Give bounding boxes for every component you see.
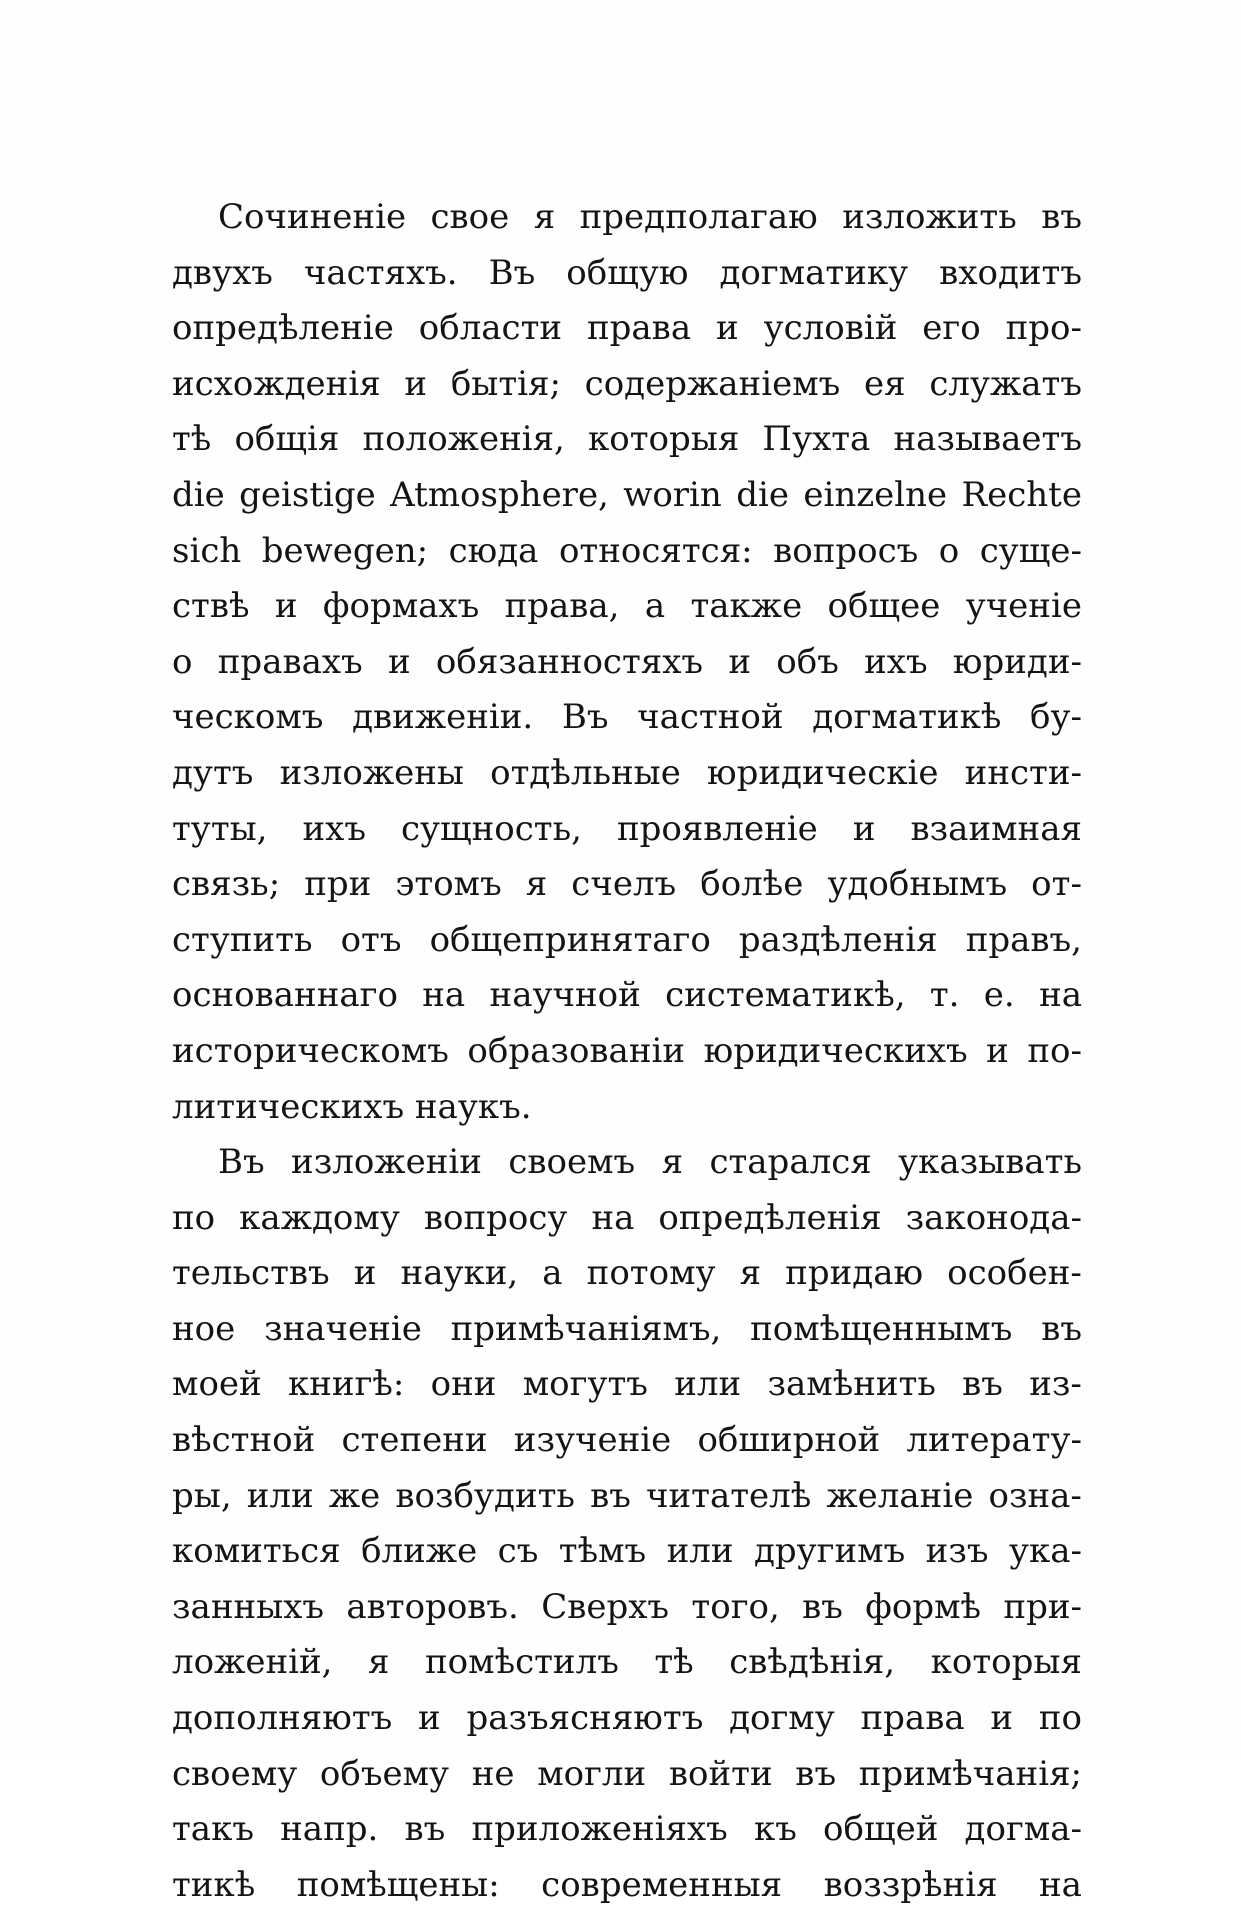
word: ствѣ [172,586,250,627]
word: раздѣленія [738,919,938,960]
text-line [172,857,1082,913]
text-line [172,357,1082,413]
text-line [172,1747,1082,1803]
word: юридическихъ [703,1030,968,1071]
word: и [353,1253,377,1294]
word: я [739,1253,762,1294]
text-line [172,1024,1082,1080]
word: формѣ [865,1586,982,1627]
word: и [716,308,739,349]
word: на [1039,1864,1082,1905]
word: ное [172,1308,236,1349]
word: Пухта [762,419,871,460]
word: общую [566,252,689,293]
word: частяхъ. [303,252,458,293]
word: дутъ [172,752,254,793]
word: такъ [172,1809,254,1850]
word: обязанностяхъ [435,641,704,682]
word: Сочиненіе [218,197,407,237]
word: ближе [361,1531,478,1572]
word: свое [430,197,510,237]
word: современныя [541,1864,783,1905]
word: литерату- [906,1420,1082,1461]
text-line [172,412,1082,468]
word: изученіе [513,1420,672,1461]
word: изложены [279,752,464,793]
word: связь; [172,864,281,905]
text-line [172,913,1082,969]
word: и [990,1698,1014,1739]
word: дополняютъ [172,1698,393,1739]
word: тѣ [654,1642,694,1683]
word: при- [1003,1586,1082,1627]
word: ученіе [965,586,1082,627]
word: систематикѣ, [665,975,906,1016]
word: Въ [488,252,536,293]
word: каждому [239,1197,400,1238]
word: общее [827,586,941,627]
text-line [172,690,1082,746]
word: воззрѣнія [823,1864,998,1905]
word: изъ [925,1531,989,1572]
word: правъ, [965,919,1082,960]
word: изложеніи [291,1142,482,1183]
text-line [172,1135,1082,1191]
word: замѣнить [767,1364,936,1405]
text-line [172,1191,1082,1247]
word: вопросу [423,1197,568,1238]
word: юриди- [952,641,1082,682]
word: инсти- [964,752,1082,793]
word: значеніе [264,1308,422,1349]
word: или [666,1531,734,1572]
word: на [1039,975,1082,1016]
word: на [422,975,466,1016]
word: einzelne [803,474,948,515]
word: bewegen; [261,530,429,571]
word: удобнымъ [827,864,1008,905]
word: напр. [280,1809,379,1850]
word: помѣщены: [296,1864,500,1905]
word: помѣщеннымъ [750,1308,1013,1349]
word: служатъ [929,363,1082,404]
word: die [172,474,225,515]
word: т. [929,975,960,1016]
text-line [172,1635,1082,1691]
word: указывать [898,1142,1082,1183]
word: сущность, [400,808,582,849]
word: geistige [239,474,376,515]
word: или [246,1475,314,1516]
word: двухъ [172,252,273,293]
word: книгѣ: [288,1364,405,1405]
word: и [852,808,876,849]
word: и [728,641,751,682]
text-line [172,1858,1082,1913]
word: отъ [340,919,402,960]
word: worin [623,474,722,515]
word: разъясняютъ [466,1698,704,1739]
word: взаимная [910,808,1082,849]
word: болѣе [700,864,804,905]
word: и [404,363,428,404]
word: образованіи [467,1030,686,1071]
word: частной [637,697,784,738]
word: вѣстной [172,1420,316,1461]
body-text [172,190,1082,1913]
word: того, [691,1586,780,1627]
word: на [591,1197,635,1238]
word: или [674,1364,742,1405]
word: вопросъ [773,530,919,571]
word: они [430,1364,497,1405]
word: объему [319,1753,450,1794]
word: въ [1041,197,1082,237]
word: войти [668,1753,773,1794]
word: ука- [1008,1531,1082,1572]
word: входитъ [939,252,1082,293]
word: тикѣ [172,1864,256,1905]
word: въ [795,1753,837,1794]
word: приложеніяхъ [471,1809,728,1850]
word: права [586,308,692,349]
word: я [533,197,556,237]
text-line [172,1524,1082,1580]
word: содержаніемъ [584,363,841,404]
word: въ [1041,1308,1082,1349]
word: Rechte [961,474,1082,515]
word: и [274,586,298,627]
word: изложить [842,197,1017,237]
word: ихъ [864,641,928,682]
word: а [644,586,666,627]
word: относятся: [558,530,753,571]
word: историческомъ [172,1030,449,1071]
word: догматику [719,252,909,293]
word: его [922,308,981,349]
text-line [172,468,1082,524]
text-line [172,635,1082,691]
word: которыя [588,419,740,460]
word: старался [709,1142,872,1183]
word: при [304,864,372,905]
word: примѣчаніямъ, [450,1308,722,1349]
text-line [172,1802,1082,1858]
word: туты, [172,808,268,849]
word: помѣстилъ [425,1642,619,1683]
word: условій [763,308,898,349]
text-line [172,190,1082,246]
word: и [986,1030,1009,1071]
word: я [661,1142,684,1183]
word: ихъ [302,808,366,849]
word: возбудить [395,1475,575,1516]
word: степени [341,1420,488,1461]
word: по- [1027,1030,1082,1071]
word: другимъ [753,1531,906,1572]
word: Atmosphere, [390,474,609,515]
word: потому [586,1253,716,1294]
word: правахъ [217,641,363,682]
word: придаю [785,1253,924,1294]
text-line: литическихъ наукъ. [172,1086,532,1127]
word: сюда [448,530,539,571]
word: die [736,474,789,515]
word: а [542,1253,563,1294]
word: я [525,864,548,905]
text-line [172,1246,1082,1302]
word: ея [864,363,906,404]
text-line [172,1580,1082,1636]
word: движеніи. [352,697,534,738]
word: въ [802,1586,843,1627]
word: желаніе [826,1475,974,1516]
word: къ [753,1809,797,1850]
word: проявленіе [616,808,818,849]
word: общепринятаго [429,919,711,960]
word: ры, [172,1475,232,1516]
word: ступить [172,919,313,960]
text-line [172,746,1082,802]
word: я [368,1642,390,1683]
word: догма- [964,1809,1082,1850]
word: Въ [218,1142,265,1183]
word: своему [172,1753,298,1794]
word: счелъ [571,864,677,905]
word: из- [1029,1364,1082,1405]
word: общей [823,1809,939,1850]
word: догму [729,1698,835,1739]
text-line [172,1413,1082,1469]
word: от- [1031,864,1082,905]
text-line [172,1691,1082,1747]
word: ложеній, [172,1642,333,1683]
word: о [172,641,193,682]
word: своемъ [508,1142,636,1183]
word: свѣдѣнія, [729,1642,896,1683]
word: Сверхъ [541,1586,670,1627]
word: и [387,641,411,682]
word: озна- [988,1475,1082,1516]
text-line [172,246,1082,302]
word: читателѣ [646,1475,812,1516]
word: тѣмъ [558,1531,647,1572]
word: юридическіе [706,752,939,793]
word: законода- [905,1197,1082,1238]
text-line [172,1469,1082,1525]
word: въ [962,1364,1003,1405]
text-line [172,968,1082,1024]
word: Въ [561,697,609,738]
word: съ [497,1531,539,1572]
word: бу- [1030,697,1082,738]
word: примѣчанія; [858,1753,1082,1794]
word: также [690,586,803,627]
word: про- [1005,308,1082,349]
word: о [938,530,960,571]
word: опредѣленія [658,1197,882,1238]
text-line [172,802,1082,858]
word: особен- [947,1253,1082,1294]
word: моей [172,1364,262,1405]
word: бытія; [450,363,561,404]
word: могли [537,1753,647,1794]
word: суще- [979,530,1082,571]
word: права, [504,586,620,627]
word: основаннаго [172,975,398,1016]
word: опредѣленіе [172,308,394,349]
word: занныхъ [172,1586,325,1627]
word: предполагаю [579,197,818,237]
word: науки, [400,1253,519,1294]
word: по [172,1197,216,1238]
word: тѣ [172,419,212,460]
text-line [172,524,1082,580]
word: которыя [930,1642,1082,1683]
word: по [1038,1698,1082,1739]
word: могутъ [522,1364,648,1405]
word: области [418,308,563,349]
text-line [172,1302,1082,1358]
word: объ [776,641,839,682]
word: не [471,1753,515,1794]
word: обширной [697,1420,881,1461]
word: sich [172,530,242,571]
word: и [418,1698,441,1739]
word: авторовъ. [346,1586,519,1627]
word: ческомъ [172,697,324,738]
word: же [328,1475,381,1516]
word: общія [234,419,340,460]
text-line [172,1357,1082,1413]
text-line [172,579,1082,635]
word: этомъ [395,864,502,905]
word: исхожденія [172,363,381,404]
word: отдѣльные [490,752,681,793]
word: формахъ [322,586,480,627]
word: въ [590,1475,631,1516]
word: положенія, [362,419,565,460]
word: догматикѣ [812,697,1002,738]
word: е. [983,975,1015,1016]
word: тельствъ [172,1253,330,1294]
word: комиться [172,1531,341,1572]
word: называетъ [893,419,1082,460]
word: научной [489,975,641,1016]
text-line [172,301,1082,357]
word: въ [404,1809,446,1850]
word: права [860,1698,965,1739]
